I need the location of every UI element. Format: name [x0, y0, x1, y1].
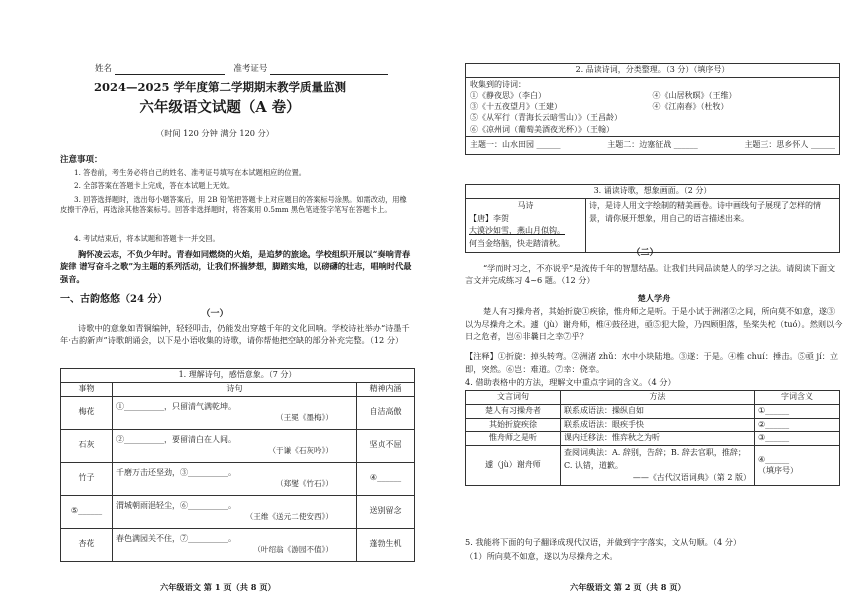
notice-item: 4. 考试结束后，将本试题和答题卡一并交回。	[74, 234, 220, 243]
question-title: 1. 理解诗句，感悟意象。（7 分）	[61, 369, 415, 383]
theme-item[interactable]: 主题三：思乡怀人 ______	[744, 139, 835, 149]
list-item	[470, 90, 835, 101]
answer-hint: （填序号）	[758, 465, 798, 475]
poem-entry: ⑥《凉州词（葡萄美酒夜光杯）》（王翰）	[470, 124, 614, 134]
poem-entry: ③《十五夜望月》（王建）	[470, 102, 562, 112]
exam-subtitle: 六年级语文试题（A 卷）	[139, 99, 301, 116]
poem-author: 【唐】李贺	[469, 213, 509, 223]
right-page	[430, 0, 860, 608]
thing-cell[interactable]: ⑤______	[61, 495, 113, 528]
question-title: 2. 品读诗词，分类整理。（3 分）（填序号）	[466, 64, 840, 78]
poem-source: （郑燮《竹石》）	[276, 478, 333, 488]
student-info-line	[95, 64, 388, 75]
list-item	[470, 101, 835, 112]
part-marker: （二）	[631, 248, 659, 258]
poem-cell[interactable]	[113, 462, 357, 495]
poem-cell[interactable]	[113, 396, 357, 429]
name-blank	[115, 66, 225, 75]
translate-sentence: （1）所向莫不如意，遂以为尽操舟之术。	[465, 551, 618, 561]
meaning-cell[interactable]: ②______	[755, 418, 840, 432]
classify-table	[465, 63, 840, 155]
thing-cell: 杏花	[61, 528, 113, 561]
method-cell: 课内迁移法：惟弈秋之为听	[561, 432, 755, 446]
theme-item[interactable]: 主题一：山水田园 ______	[470, 139, 561, 149]
name-label: 姓名	[95, 64, 113, 74]
thing-cell: 竹子	[61, 462, 113, 495]
question-title: 3. 诵读诗歌，想象画面。（2 分）	[466, 185, 840, 199]
meaning-table	[465, 390, 840, 486]
time-info: （时间 120 分钟 满分 120 分）	[156, 128, 274, 138]
table-row	[466, 446, 840, 486]
phrase-cell: 惟舟师之是听	[466, 432, 561, 446]
method-cell	[561, 446, 755, 486]
poem-line: 千磨万击还坚劲，③__________。	[116, 468, 236, 478]
exam-number-blank	[270, 66, 388, 75]
table-row	[466, 418, 840, 432]
exam-number-label: 准考证号	[233, 64, 268, 74]
poem-cell	[466, 198, 586, 252]
poem-cell[interactable]	[113, 429, 357, 462]
theme-item[interactable]: 主题二：边塞征战 ______	[607, 139, 698, 149]
poem-title: 马诗	[517, 200, 534, 210]
phrase-cell: 遽（jù）谢舟师	[466, 446, 561, 486]
section-heading: 一、古韵悠悠（24 分）	[60, 294, 168, 305]
page-footer: 六年级语文 第 1 页（共 8 页）	[160, 582, 276, 592]
poem-line: 何当金络脑，快走踏清秋。	[469, 239, 565, 249]
spirit-cell[interactable]: ④______	[357, 462, 415, 495]
phrase-cell: 楚人有习操舟者	[466, 404, 561, 418]
part-intro: “学而时习之，不亦说乎”是流传千年的智慧结晶。让我们共同品读楚人的学习之法。请阅读下面文言文并完成练习 4~6 题。（12 分）	[465, 263, 836, 286]
table-row	[61, 528, 415, 561]
notice-item: 2. 全部答案在答题卡上完成，答在本试题上无效。	[74, 181, 235, 190]
poem-cell[interactable]	[113, 495, 357, 528]
table-header: 诗句	[113, 382, 357, 396]
list-item	[470, 112, 835, 123]
table-header: 事物	[61, 382, 113, 396]
poem-entry: ④《山居秋暝》（王维）	[652, 90, 737, 100]
poem-source: （王维《送元二使安西》）	[245, 511, 333, 521]
spirit-cell: 坚贞不屈	[357, 429, 415, 462]
dictionary-source: ——《古代汉语词典》（第 2 版）	[632, 472, 751, 482]
poem-line-underlined: 大漠沙如雪，燕山月似钩。	[469, 226, 565, 236]
phrase-cell: 其始折旋疾徐	[466, 418, 561, 432]
poem-source: （王冕《墨梅》）	[276, 412, 333, 422]
collected-label: 收集到的诗词：	[470, 79, 526, 89]
spirit-cell: 送别留念	[357, 495, 415, 528]
spirit-cell: 蓬勃生机	[357, 528, 415, 561]
spirit-cell: 自洁高傲	[357, 396, 415, 429]
poem-line: ①__________，只留清气满乾坤。	[116, 402, 236, 412]
dictionary-entry: 查阅词典法：A. 辞别，告辞；B. 辞去官职，推辞；C. 认错，道歉。	[564, 448, 746, 470]
table-header: 精神内涵	[357, 382, 415, 396]
theme-cell[interactable]	[466, 136, 840, 154]
poem-line: 渭城朝雨浥轻尘，⑥__________。	[116, 501, 236, 511]
table-row	[466, 432, 840, 446]
poem-line: 春色满园关不住，⑦__________。	[116, 534, 236, 544]
method-cell: 联系成语法：操纵自如	[561, 404, 755, 418]
passage-title: 楚人学舟	[637, 293, 671, 303]
prompt-cell[interactable]: 诗，是诗人用文字绘制的精美画卷。诗中画线句子展现了怎样的情景，请你展开想象，用自己的语言描述出来。	[586, 198, 840, 252]
table-row	[61, 462, 415, 495]
part-marker: （一）	[201, 309, 229, 319]
poem-line: ②__________，要留清白在人间。	[116, 435, 236, 445]
meaning-cell[interactable]	[755, 446, 840, 486]
exam-title: 2024—2025 学年度第二学期期末教学质量监测	[93, 80, 346, 94]
page-footer: 六年级语文 第 2 页（共 8 页）	[570, 582, 686, 592]
table-row	[61, 495, 415, 528]
notice-item: 1. 答卷前，考生务必将自己的姓名、准考证号填写在本试题相应的位置。	[74, 168, 306, 177]
poem-entry: ④《江南春》（杜牧）	[652, 102, 729, 112]
thing-cell: 梅花	[61, 396, 113, 429]
table-header: 文言词句	[466, 391, 561, 405]
table-header: 字词含义	[755, 391, 840, 405]
poem-entry: ⑤《从军行（青海长云暗雪山）》（王昌龄）	[470, 113, 622, 123]
table-row	[61, 429, 415, 462]
notice-heading: 注意事项：	[60, 155, 103, 165]
imagine-table	[465, 184, 840, 253]
notice-item: 3. 回答选择题时，选出每小题答案后，用 2B 铅笔把答题卡上对应题目的答案标号涂黑。如需改动，用橡皮擦干净后，再选涂其他答案标号。回答非选择题时，将答案用 0.5mm 黑色笔迹签字笔写在答题卡上。	[60, 195, 407, 215]
table-row	[61, 396, 415, 429]
part-intro: 诗歌中的意象如青铜编钟，轻轻叩击，仍能发出穿越千年的文化回响。学校诗社举办“诗墨千年·古韵新声”诗歌朗诵会，以下是小语收集的诗歌，请你帮他把空缺的部分补充完整。（12 分）	[60, 323, 410, 346]
poem-list-cell	[466, 77, 840, 136]
table-row	[466, 404, 840, 418]
poem-entry: ①《静夜思》（李白）	[470, 90, 546, 100]
table-header: 方法	[561, 391, 755, 405]
poem-cell[interactable]	[113, 528, 357, 561]
answer-blank[interactable]: ④______	[758, 454, 790, 464]
passage-notes: 【注释】①折旋：掉头转弯。②洲渚 zhǔ：水中小块陆地。③遂：于是。④椎 chuí：捶击。⑤亟 jí：立即，突然。⑥岂：难道。⑦幸：侥幸。	[465, 351, 839, 374]
meaning-cell[interactable]: ③______	[755, 432, 840, 446]
poem-source: （于谦《石灰吟》）	[268, 445, 333, 455]
list-item	[470, 124, 835, 135]
intro-paragraph: 胸怀凌云志，不负少年时。青春如同燃烧的火焰，是追梦的旅途。学校组织开展以“奏响青春旋律 谱写奋斗之歌”为主题的系列活动，让我们怀揣梦想，脚踏实地，以磅礴的壮志，唱响时代最强音。	[60, 249, 412, 284]
question-title: 4. 借助表格中的方法，理解文中重点字词的含义。（4 分）	[465, 377, 676, 387]
meaning-cell[interactable]: ①______	[755, 404, 840, 418]
method-cell: 联系成语法：眼疾手快	[561, 418, 755, 432]
poem-source: （叶绍翁《游园不值》）	[253, 544, 333, 554]
passage-body: 楚人有习操舟者，其始折旋①疾徐，惟舟师之是听。于是小试于洲渚②之间，所向莫不如意，遂③以为尽操舟之术。遽（jù）谢舟师，椎④鼓径进，亟⑤犯大险，乃四顾胆落，坠桨失柁（tuó）。然则以今日之危者，岂⑥非曩日之幸⑦乎？	[465, 306, 843, 342]
thing-cell: 石灰	[61, 429, 113, 462]
question-title: 5. 我能将下面的句子翻译成现代汉语，并做到字字落实，文从句顺。（4 分）	[465, 537, 742, 547]
poem-table	[60, 368, 415, 562]
